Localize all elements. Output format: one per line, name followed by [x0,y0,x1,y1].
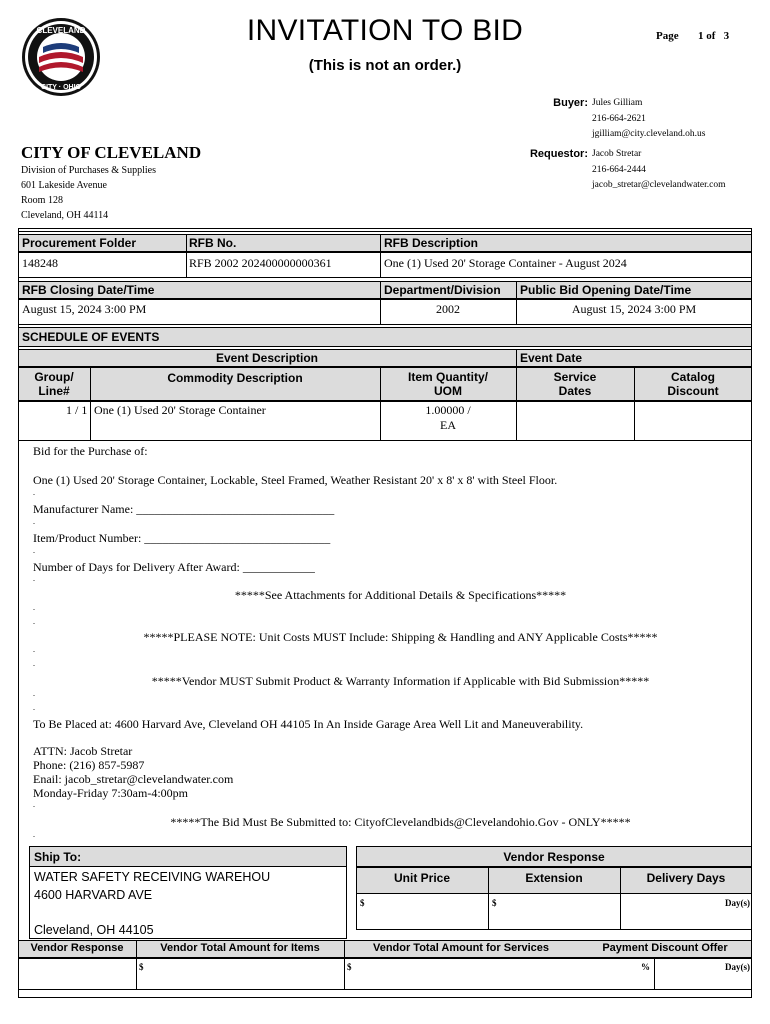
bid-opening-label: Public Bid Opening Date/Time [520,283,692,297]
attn-name: ATTN: Jacob Stretar [33,744,133,758]
delivery-days-label: Delivery Days [646,871,726,885]
attn-phone: Phone: (216) 857-5987 [33,758,145,772]
commodity-col-header: Commodity Description [167,371,303,385]
requestor-info [592,147,726,194]
ship-to-line3: Cleveland, OH 44105 [34,923,154,937]
discount-days-input[interactable]: Day(s) [725,962,750,972]
org-name: CITY OF CLEVELAND [21,143,202,162]
requestor-name: Jacob Stretar [592,149,642,159]
org-street: 601 Lakeside Avenue [21,180,107,191]
requestor-email: jacob_stretar@clevelandwater.com [592,180,726,190]
event-description-label: Event Description [215,351,319,365]
warranty-note: *****Vendor MUST Submit Product & Warranty Information if Applicable with Bid Submission***** [151,674,650,688]
buyer-label: Buyer: [553,97,588,109]
delivery-days-input[interactable]: Day(s) [725,898,750,908]
unit-cost-note: *****PLEASE NOTE: Unit Costs MUST Include: Shipping & Handling and ANY Applicable Costs***** [143,630,658,644]
quantity-col-header: Item Quantity/ UOM [407,370,488,398]
manufacturer-name-line: Manufacturer Name: _________________________________ [33,502,335,516]
footer-vendor-response-label: Vendor Response [30,942,124,954]
buyer-name: Jules Gilliam [592,98,643,108]
body-intro: Bid for the Purchase of: [33,444,148,458]
extension-label: Extension [525,871,583,885]
svg-text:CITY · OHIO: CITY · OHIO [41,84,81,91]
attachments-note: *****See Attachments for Additional Details & Specifications***** [234,588,567,602]
requestor-label: Requestor: [529,148,588,160]
submission-note: *****The Bid Must Be Submitted to: CityofClevelandbids@Clevelandohio.Gov - ONLY***** [170,815,631,829]
group-col-header: Group/ Line# [34,370,74,398]
event-date-label: Event Date [520,351,583,365]
buyer-phone: 216-664-2621 [592,113,646,124]
rfb-no-label: RFB No. [189,236,237,250]
requestor-phone: 216-664-2444 [592,164,646,175]
vendor-response-title: Vendor Response [503,850,605,864]
extension-input[interactable]: $ [492,898,497,908]
svg-text:CLEVELAND: CLEVELAND [36,26,86,35]
procurement-folder-value: 148248 [22,256,58,270]
buyer-info [592,96,705,143]
item-quantity: 1.00000 / EA [425,403,471,432]
unit-price-label: Unit Price [393,871,450,885]
closing-date-label: RFB Closing Date/Time [22,283,155,297]
total-services-input[interactable]: $ [347,962,352,972]
item-line-number: 1 / 1 [66,403,88,417]
buyer-email: jgilliam@city.cleveland.oh.us [592,129,706,139]
body-item-spec: One (1) Used 20' Storage Container, Lockable, Steel Framed, Weather Resistant 20' x 8' x 8' with Steel Floor. [33,473,558,487]
ship-to-line1: WATER SAFETY RECEIVING WAREHOU [34,870,271,884]
procurement-folder-label: Procurement Folder [22,236,137,250]
department-label: Department/Division [384,283,501,297]
placement-location: To Be Placed at: 4600 Harvard Ave, Cleveland OH 44105 In An Inside Garage Area Well Lit and Maneuverability. [33,717,584,731]
total-items-input[interactable]: $ [139,962,144,972]
rfb-description-value: One (1) Used 20' Storage Container - August 2024 [384,256,627,270]
schedule-title: SCHEDULE OF EVENTS [22,330,160,344]
ship-to-label: Ship To: [34,850,82,864]
attn-hours: Monday-Friday 7:30am-4:00pm [33,786,188,800]
org-address [21,163,156,223]
document-subtitle: (This is not an order.) [308,57,462,74]
total-items-label: Vendor Total Amount for Items [160,942,320,954]
catalog-col-header: Catalog Discount [667,370,719,398]
page-label: Page [656,30,679,42]
unit-price-input[interactable]: $ [360,898,365,908]
product-number-line: Item/Product Number: _______________________________ [33,531,331,545]
attn-email: Enail: jacob_stretar@clevelandwater.com [33,772,234,786]
payment-discount-label: Payment Discount Offer [602,942,728,954]
org-division: Division of Purchases & Supplies [21,165,156,176]
org-city: Cleveland, OH 44114 [21,210,109,221]
rfb-description-label: RFB Description [384,236,479,250]
page-number: 1 of 3 [698,30,730,42]
bid-opening-value: August 15, 2024 3:00 PM [571,302,697,316]
ship-to-line2: 4600 HARVARD AVE [34,888,153,902]
rfb-no-value: RFB 2002 202400000000361 [189,256,332,270]
service-col-header: Service Dates [553,370,597,398]
department-value: 2002 [436,302,460,316]
vendor-response-input[interactable] [20,960,134,988]
discount-percent-input[interactable]: % [641,962,650,972]
document-title: INVITATION TO BID [246,14,524,47]
delivery-days-line: Number of Days for Delivery After Award: ____________ [33,560,315,574]
org-room: Room 128 [21,195,63,206]
item-description: One (1) Used 20' Storage Container [94,403,266,417]
total-services-label: Vendor Total Amount for Services [372,942,550,954]
closing-date-value: August 15, 2024 3:00 PM [22,302,147,316]
